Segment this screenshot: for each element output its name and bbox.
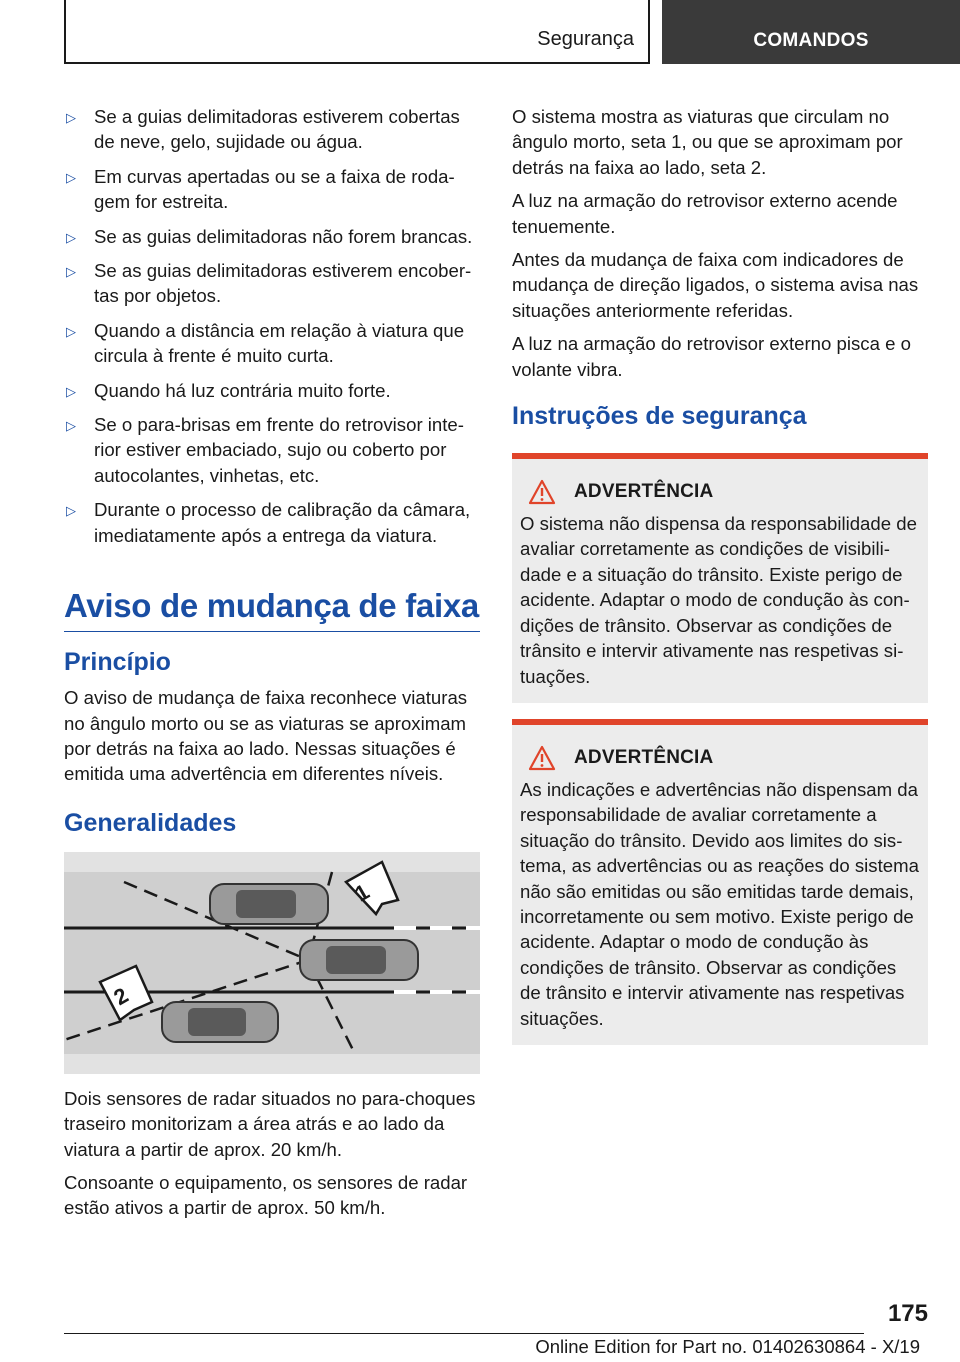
list-item: ▷ Se a guias delimitadoras estiverem cobertas de neve, gelo, sujidade ou água. [66,106,460,153]
triangle-bullet-icon: ▷ [66,110,76,125]
right-column [512,104,928,1061]
principle-text: O aviso de mudança de faixa reconhece viaturas no ângulo morto ou se as viaturas se aproximam por detrás na faixa ao lado. Nessas situações é emitida uma advertência em diferentes níveis. [64,687,468,785]
safety-heading: Instruções de segurança [512,402,807,431]
list-item: ▷ Quando há luz contrária muito forte. [64,378,480,403]
general-heading: Generalidades [64,808,237,837]
lane-change-diagram [64,852,480,1074]
arrow-1-label: 1 [350,878,374,907]
warning-title-row [520,745,920,771]
general-paragraph-2: Consoante o equipamento, os sensores de radar estão ativos a partir de aprox. 50 km/h. [64,1171,468,1219]
triangle-bullet-icon: ▷ [66,418,76,434]
mirror-flash-paragraph: A luz na armação do retrovisor externo pisca e o volante vibra. [512,333,911,380]
warning-triangle-icon [528,745,556,771]
footer-divider [64,1333,864,1334]
warning-text: O sistema não dispensa da responsabilidade de avaliar corretamente as condições de visibilidade e a situação do trânsito. Existe perigo de acidente. Adaptar o modo de condução às condições de trânsito. Observar as condições de trânsito e intervir ativamente nas respetivas situações. [520,513,917,687]
warning-title: ADVERTÊNCIA [574,746,714,768]
mirror-light-paragraph: A luz na armação do retrovisor externo acende tenuemente. [512,190,898,237]
car-top [210,884,328,924]
section-title: Aviso de mudança de faixa [64,557,480,632]
triangle-bullet-icon: ▷ [66,169,76,185]
warning-text: As indicações e advertências não dispensam da responsabilidade de avaliar corretamente a situação do trânsito. Devido aos limites do sistema, as advertências ou as reações do sistema não são emitidas ou são emitidas tarde demais, incorretamente ou sem motivo. Existe perigo de acidente. Adaptar o modo de condução às condições de trânsito. Observar as condições de trânsito e intervir ativamente nas respetivas situações. [520,778,919,1029]
list-item: ▷ Em curvas apertadas ou se a faixa de rodagem for estreita. [66,165,455,213]
principle-heading: Princípio [64,648,171,677]
triangle-bullet-icon: ▷ [66,503,76,519]
triangle-bullet-icon: ▷ [66,323,76,339]
warning-box-2 [512,719,928,1045]
list-item: ▷ Quando a distância em relação à viatura que circula à frente é muito curta. [66,319,465,367]
lane-change-illustration [64,852,480,1074]
display-paragraph: O sistema mostra as viaturas que circulam no ângulo morto, seta 1, ou que se aproximam por detrás na faixa ao lado, seta 2. [512,106,903,178]
list-item: ▷ Durante o processo de calibração da câmara, imediatamente após a entrega da viatura. [66,499,471,546]
warning-triangle-icon [528,479,556,505]
header-chapter-title: COMANDOS [753,30,869,51]
warning-title: ADVERTÊNCIA [574,481,714,503]
footer-edition: Online Edition for Part no. 01402630864 - X/19 [535,1336,920,1357]
warning-title-row [520,479,920,505]
list-item: ▷ Se o para-brisas em frente do retrovisor interior estiver embaciado, sujo ou coberto por autocolantes, vinhetas, etc. [66,414,464,486]
header-chapter-box [662,0,960,64]
triangle-bullet-icon: ▷ [66,383,76,399]
warning-box-1 [512,453,928,703]
car-bottom [162,1002,278,1042]
condition-list [64,104,480,548]
car-middle [300,940,418,980]
page-number: 175 [887,1300,928,1327]
arrow-2-label: 2 [109,982,133,1010]
triangle-bullet-icon: ▷ [66,264,76,280]
header-section-box [64,0,650,64]
list-item: ▷ Se as guias delimitadoras estiverem encobertas por objetos. [66,260,472,307]
header-section-title: Segurança [537,28,634,50]
left-column [64,104,480,1229]
list-item: ▷ Se as guias delimitadoras não forem brancas. [64,224,480,249]
triangle-bullet-icon: ▷ [66,229,76,245]
general-paragraph-1: Dois sensores de radar situados no para-choques traseiro monitorizam a área atrás e ao lado da viatura a partir de aprox. 20 km/h. [64,1087,476,1160]
lane-change-warning-paragraph: Antes da mudança de faixa com indicadores de mudança de direção ligados, o sistema avisa nas situações anteriormente referidas. [512,249,919,321]
